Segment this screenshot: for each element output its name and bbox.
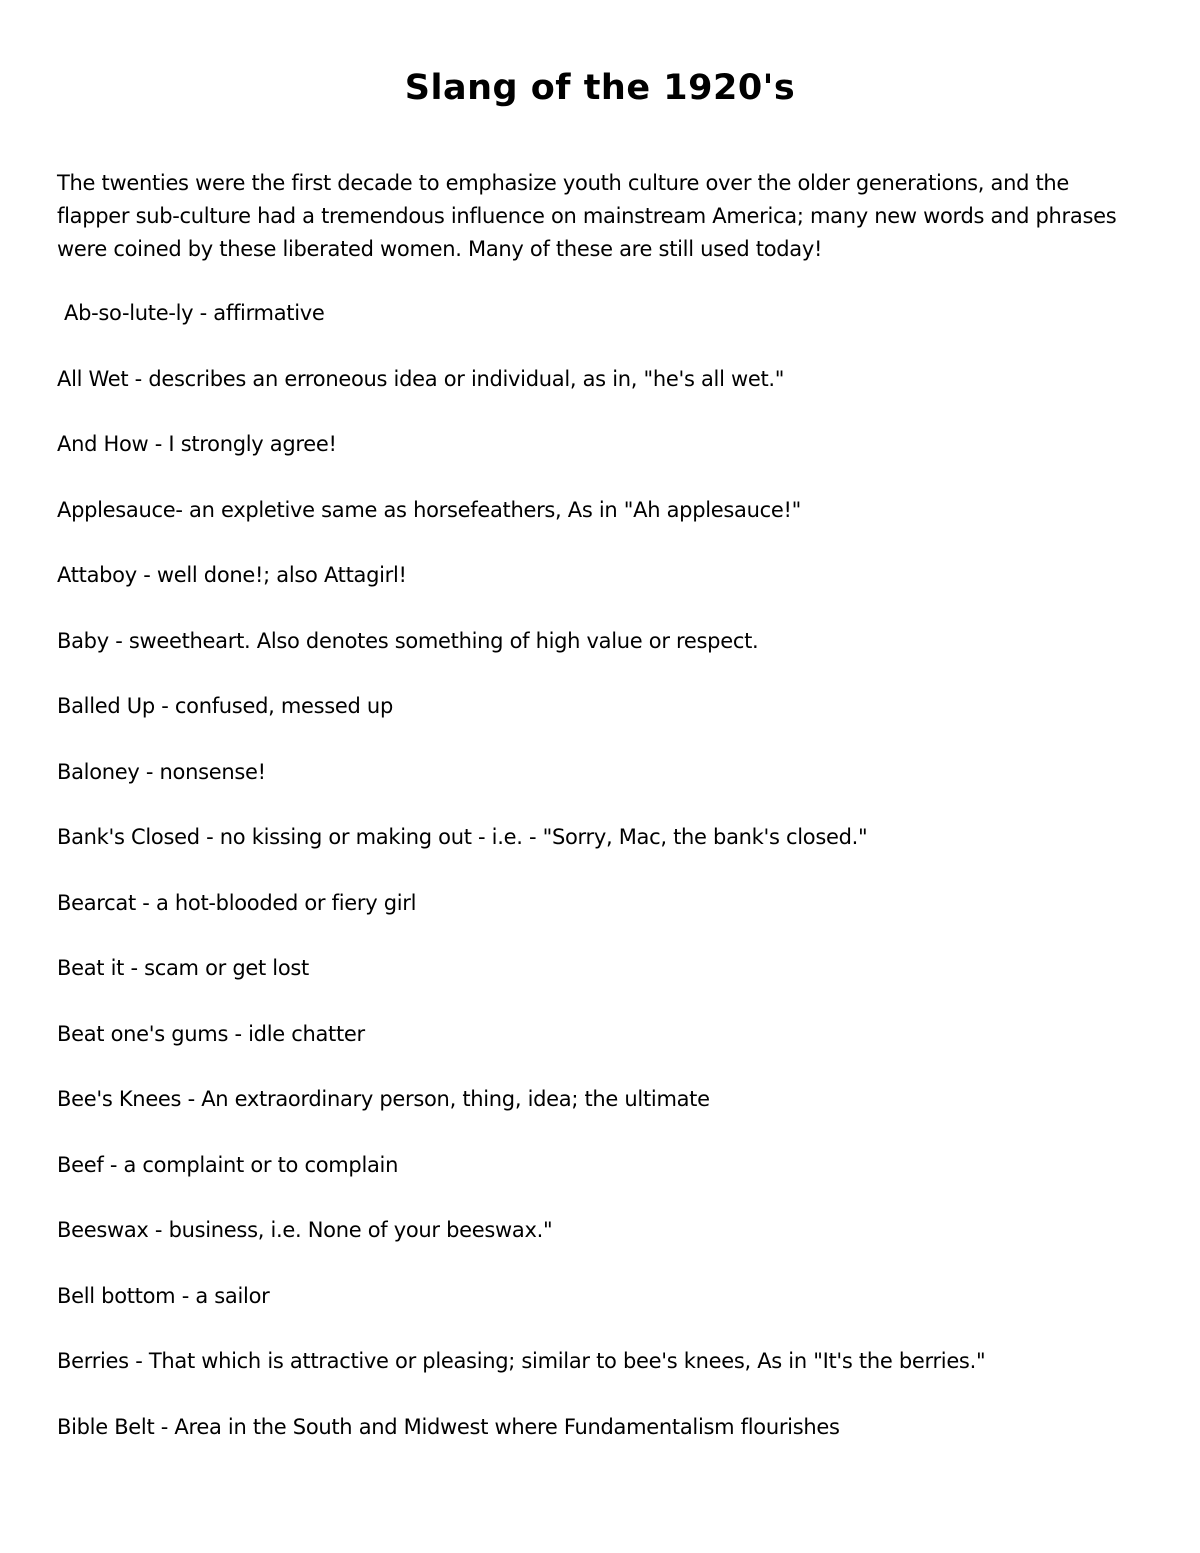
slang-entry: Applesauce- an expletive same as horsefeathers, As in "Ah applesauce!" <box>57 497 801 522</box>
slang-entry: Baloney - nonsense! <box>57 759 266 784</box>
slang-entry: Beat it - scam or get lost <box>57 956 309 980</box>
slang-entry: And How - I strongly agree! <box>57 432 337 456</box>
slang-entry: Baby - sweetheart. Also denotes something of high value or respect. <box>57 628 759 653</box>
slang-entry: Bible Belt - Area in the South and Midwest where Fundamentalism flourishes <box>57 1414 840 1439</box>
slang-entry: Beat one's gums - idle chatter <box>57 1021 365 1046</box>
intro-paragraph: The twenties were the first decade to emphasize youth culture over the older generations, and the flapper sub-culture had a tremendous influence on mainstream America; many new words and phrases were coined by these liberated women. Many of these are still used today! <box>57 171 1117 261</box>
slang-entry: Beef - a complaint or to complain <box>57 1152 399 1177</box>
slang-list <box>57 297 1157 1476</box>
slang-entry: Bearcat - a hot-blooded or fiery girl <box>57 890 417 915</box>
slang-entry: Ab-so-lute-ly - affirmative <box>64 301 325 325</box>
slang-entry: Bee's Knees - An extraordinary person, thing, idea; the ultimate <box>57 1087 710 1111</box>
slang-entry: All Wet - describes an erroneous idea or individual, as in, "he's all wet." <box>57 366 785 391</box>
slang-entry: Berries - That which is attractive or pleasing; similar to bee's knees, As in "It's the berries." <box>57 1349 986 1373</box>
slang-entry: Bell bottom - a sailor <box>57 1283 270 1308</box>
slang-entry: Balled Up - confused, messed up <box>57 694 393 718</box>
page-title: Slang of the 1920's <box>404 68 796 108</box>
slang-entry: Attaboy - well done!; also Attagirl! <box>57 563 407 587</box>
slang-entry: Bank's Closed - no kissing or making out - i.e. - "Sorry, Mac, the bank's closed." <box>57 825 868 849</box>
slang-entry: Beeswax - business, i.e. None of your beeswax." <box>57 1218 553 1242</box>
